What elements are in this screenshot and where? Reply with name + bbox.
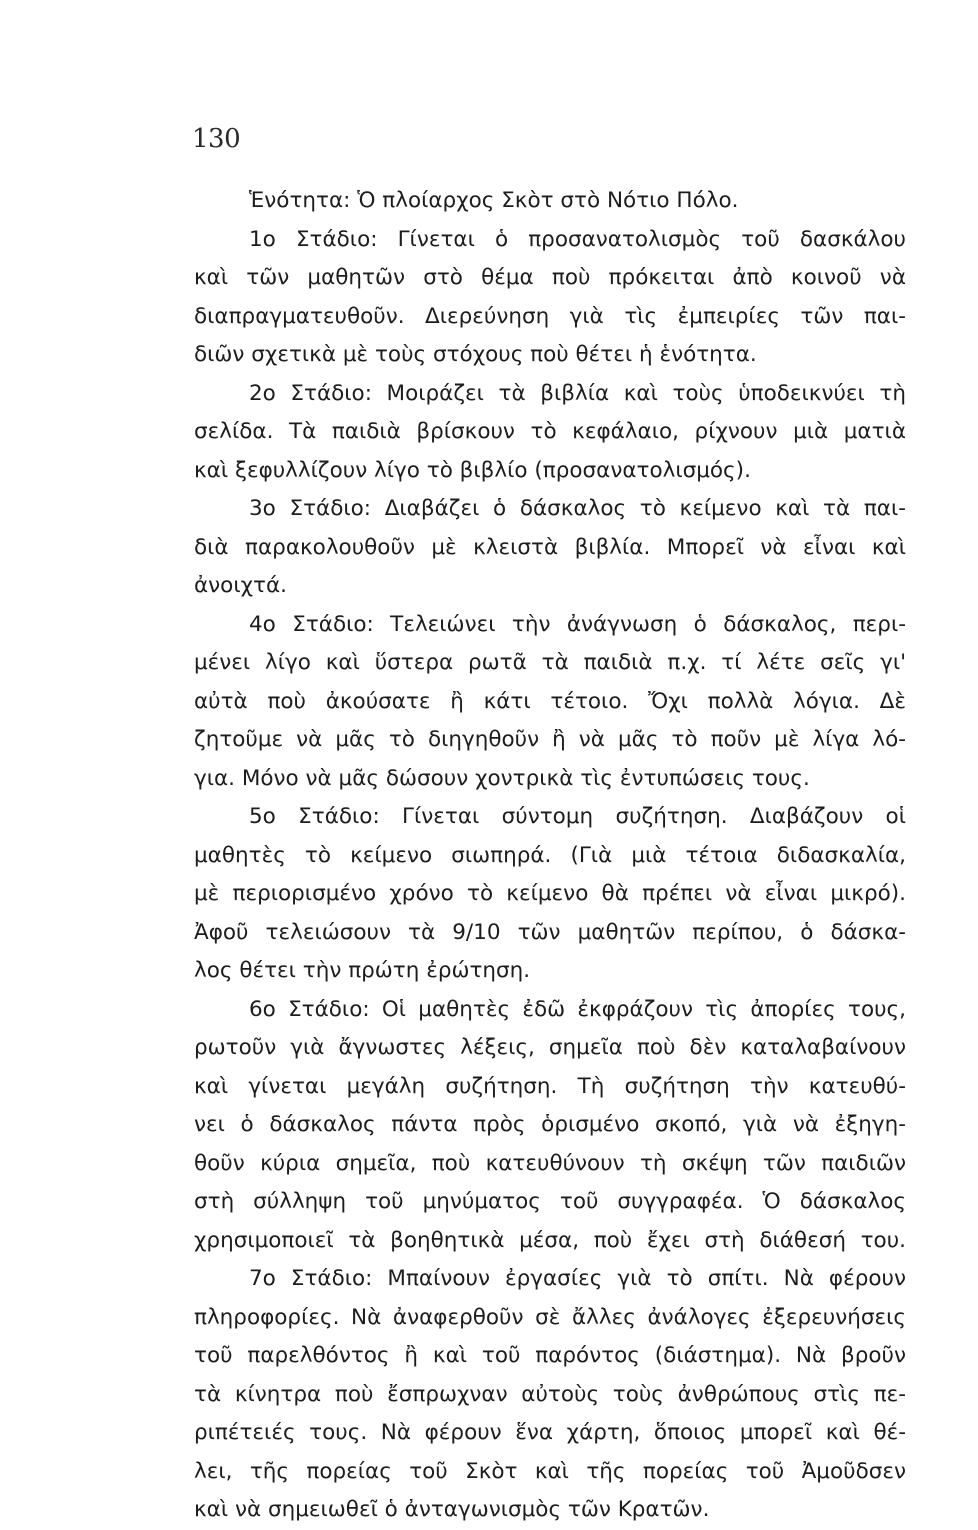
text-line: διὰ παρακολουθοῦν μὲ κλειστὰ βιβλία. Μπορεῖ νὰ εἶναι καὶ: [194, 534, 906, 560]
text-line: ρωτοῦν γιὰ ἄγνωστες λέξεις, σημεῖα ποὺ δὲν καταλαβαίνουν: [194, 1035, 906, 1060]
text-line: 4ο Στάδιο: Τελειώνει τὴν ἀνάγνωση ὁ δάσκαλος, περι-: [249, 611, 906, 637]
text-line: τοῦ παρελθόντος ἢ καὶ τοῦ παρόντος (διάστημα). Νὰ βροῦν: [194, 1343, 906, 1368]
text-line: 6ο Στάδιο: Οἱ μαθητὲς ἐδῶ ἐκφράζουν τὶς ἀπορίες τους,: [249, 996, 906, 1022]
text-line: τὰ κίνητρα ποὺ ἔσπρωχναν αὐτοὺς τοὺς ἀνθρώπους στὶς πε-: [194, 1381, 906, 1407]
text-line: 7ο Στάδιο: Μπαίνουν ἐργασίες γιὰ τὸ σπίτι. Νὰ φέρουν: [249, 1266, 906, 1291]
text-line: καὶ γίνεται μεγάλη συζήτηση. Τὴ συζήτηση τὴν κατευθύ-: [194, 1073, 906, 1099]
text-line: καὶ ξεφυλλίζουν λίγο τὸ βιβλίο (προσανατολισμός).: [194, 457, 751, 483]
text-line: 3ο Στάδιο: Διαβάζει ὁ δάσκαλος τὸ κείμενο καὶ τὰ παι-: [249, 496, 906, 521]
text-line: 1ο Στάδιο: Γίνεται ὁ προσανατολισμὸς τοῦ δασκάλου: [249, 226, 906, 252]
text-line: μένει λίγο καὶ ὕστερα ρωτᾶ τὰ παιδιὰ π.χ. τί λέτε σεῖς γι': [194, 650, 906, 675]
text-line: διαπραγματευθοῦν. Διερεύνηση γιὰ τὶς ἐμπειρίες τῶν παι-: [194, 303, 906, 329]
text-line: μὲ περιορισμένο χρόνο τὸ κείμενο θὰ πρέπει νὰ εἶναι μικρό).: [194, 881, 906, 906]
text-line: Ἀφοῦ τελειώσουν τὰ 9/10 τῶν μαθητῶν περίπου, ὁ δάσκα-: [194, 919, 906, 945]
text-line: καὶ τῶν μαθητῶν στὸ θέμα ποὺ πρόκειται ἀπὸ κοινοῦ νὰ: [194, 265, 906, 290]
text-line: πληροφορίες. Νὰ ἀναφερθοῦν σὲ ἄλλες ἀνάλογες ἐξερευνήσεις: [194, 1304, 906, 1330]
text-line: για. Μόνο νὰ μᾶς δώσουν χοντρικὰ τὶς ἐντυπώσεις τους.: [194, 765, 810, 791]
text-line: σελίδα. Τὰ παιδιὰ βρίσκουν τὸ κεφάλαιο, ρίχνουν μιὰ ματιὰ: [194, 419, 906, 444]
text-line: λει, τῆς πορείας τοῦ Σκὸτ καὶ τῆς πορείας τοῦ Ἀμοῦδσεν: [194, 1458, 906, 1484]
text-line: ἀνοιχτά.: [194, 573, 287, 598]
text-line: διῶν σχετικὰ μὲ τοὺς στόχους ποὺ θέτει ἡ ἑνότητα.: [194, 342, 757, 367]
text-line: στὴ σύλληψη τοῦ μηνύματος τοῦ συγγραφέα. Ὁ δάσκαλος: [194, 1189, 906, 1214]
text-line: ριπέτειές τους. Νὰ φέρουν ἕνα χάρτη, ὅποιος μπορεῖ καὶ θέ-: [194, 1420, 906, 1445]
text-line: 2ο Στάδιο: Μοιράζει τὰ βιβλία καὶ τοὺς ὑποδεικνύει τὴ: [249, 380, 906, 406]
text-line: αὐτὰ ποὺ ἀκούσατε ἢ κάτι τέτοιο. Ὄχι πολλὰ λόγια. Δὲ: [194, 688, 906, 714]
text-line: 5ο Στάδιο: Γίνεται σύντομη συζήτηση. Διαβάζουν οἱ: [249, 804, 906, 829]
text-line: χρησιμοποιεῖ τὰ βοηθητικὰ μέσα, ποὺ ἔχει στὴ διάθεσή του.: [194, 1227, 906, 1253]
text-line: μαθητὲς τὸ κείμενο σιωπηρά. (Γιὰ μιὰ τέτοια διδασκαλία,: [194, 842, 906, 868]
text-line: θοῦν κύρια σημεῖα, ποὺ κατευθύνουν τὴ σκέψη τῶν παιδιῶν: [194, 1150, 906, 1176]
body-text: [194, 182, 906, 1530]
text-line: νει ὁ δάσκαλος πάντα πρὸς ὁρισμένο σκοπό, γιὰ νὰ ἐξηγη-: [194, 1112, 906, 1137]
text-line: ζητοῦμε νὰ μᾶς τὸ διηγηθοῦν ἢ νὰ μᾶς τὸ ποῦν μὲ λίγα λό-: [194, 727, 906, 752]
page-number: 130: [192, 124, 241, 154]
text-line: λος θέτει τὴν πρώτη ἐρώτηση.: [194, 958, 531, 983]
text-line: καὶ νὰ σημειωθεῖ ὁ ἀνταγωνισμὸς τῶν Κρατῶν.: [194, 1497, 710, 1522]
section-heading: Ἑνότητα: Ὁ πλοίαρχος Σκὸτ στὸ Νότιο Πόλο.: [249, 188, 739, 213]
